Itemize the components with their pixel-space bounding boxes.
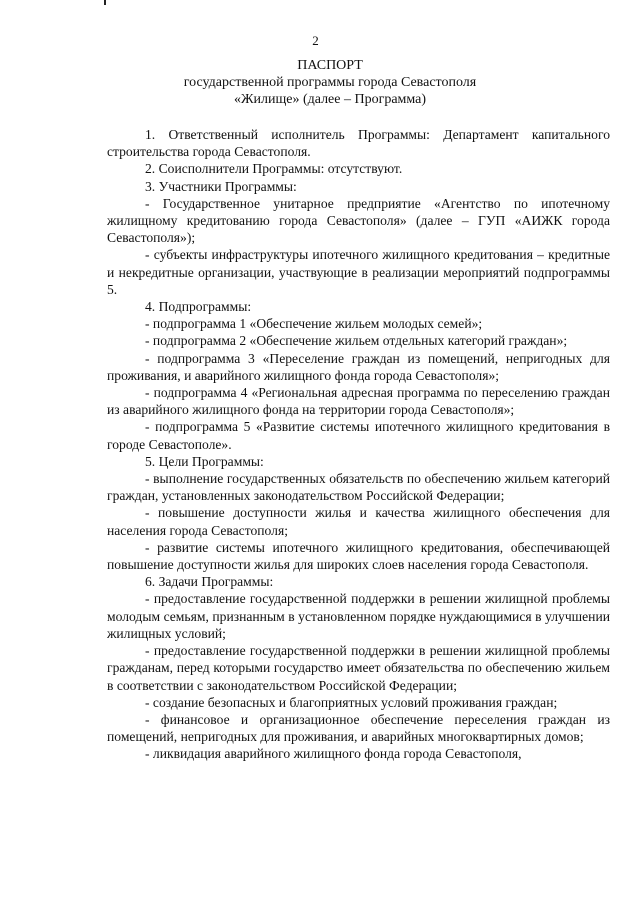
paragraph: 4. Подпрограммы: xyxy=(145,299,252,315)
paragraph: 6. Задачи Программы: xyxy=(145,574,274,590)
paragraph: - подпрограмма 3 «Переселение граждан из помещений, непригодных для проживания, и аварийного жилищного фонда города Севастополя»; xyxy=(107,350,610,383)
paragraph: - создание безопасных и благоприятных условий проживания граждан; xyxy=(145,694,558,710)
title-line-2: государственной программы города Севастополя xyxy=(183,75,477,90)
paragraph: 5. Цели Программы: xyxy=(145,453,264,469)
document-body xyxy=(107,126,610,763)
paragraph: - предоставление государственной поддержки в решении жилищной проблемы гражданам, перед которыми государство имеет обязательства по обеспечению жильем в соответствии с законодательством Российской Федерации; xyxy=(107,643,610,693)
paragraph: - выполнение государственных обязательств по обеспечению жильем категорий граждан, установленных законодательством Российской Федерации; xyxy=(107,471,610,504)
scan-mark xyxy=(104,0,106,5)
paragraph: 1. Ответственный исполнитель Программы: Департамент капитального строительства города Севастополя. xyxy=(107,127,610,160)
paragraph: - повышение доступности жилья и качества жилищного обеспечения для населения города Севастополя; xyxy=(107,505,610,538)
page-number: 2 xyxy=(312,33,319,48)
title-line-3: «Жилище» (далее – Программа) xyxy=(233,92,427,107)
paragraph: - подпрограмма 1 «Обеспечение жильем молодых семей»; xyxy=(145,316,483,332)
title-line-1: ПАСПОРТ xyxy=(297,58,363,73)
paragraph: - Государственное унитарное предприятие «Агентство по ипотечному жилищному кредитованию города Севастополя» (далее – ГУП «АИЖК города Севастополя»); xyxy=(107,195,610,246)
paragraph: - финансовое и организационное обеспечение переселения граждан из помещений, непригодных для проживания, и аварийных многоквартирных домов; xyxy=(107,711,610,745)
paragraph: 3. Участники Программы: xyxy=(145,178,297,194)
document-title xyxy=(60,57,600,108)
paragraph: - подпрограмма 4 «Региональная адресная программа по переселению граждан из аварийного жилищного фонда на территории города Севастополя»; xyxy=(107,385,610,418)
paragraph: - ликвидация аварийного жилищного фонда города Севастополя, xyxy=(145,746,522,762)
paragraph: - подпрограмма 2 «Обеспечение жильем отдельных категорий граждан»; xyxy=(145,333,568,349)
paragraph: - предоставление государственной поддержки в решении жилищной проблемы молодым семьям, признанным в установленном порядке нуждающимися в улучшении жилищных условий; xyxy=(107,591,610,641)
paragraph: - развитие системы ипотечного жилищного кредитования, обеспечивающей повышение доступности жилья для широких слоев населения города Севастополя. xyxy=(107,539,610,573)
paragraph: - подпрограмма 5 «Развитие системы ипотечного жилищного кредитования в городе Севастополе». xyxy=(107,419,610,452)
paragraph: - субъекты инфраструктуры ипотечного жилищного кредитования – кредитные и некредитные организации, участвующие в реализации мероприятий подпрограммы 5. xyxy=(107,247,610,297)
paragraph: 2. Соисполнители Программы: отсутствуют. xyxy=(145,161,403,177)
